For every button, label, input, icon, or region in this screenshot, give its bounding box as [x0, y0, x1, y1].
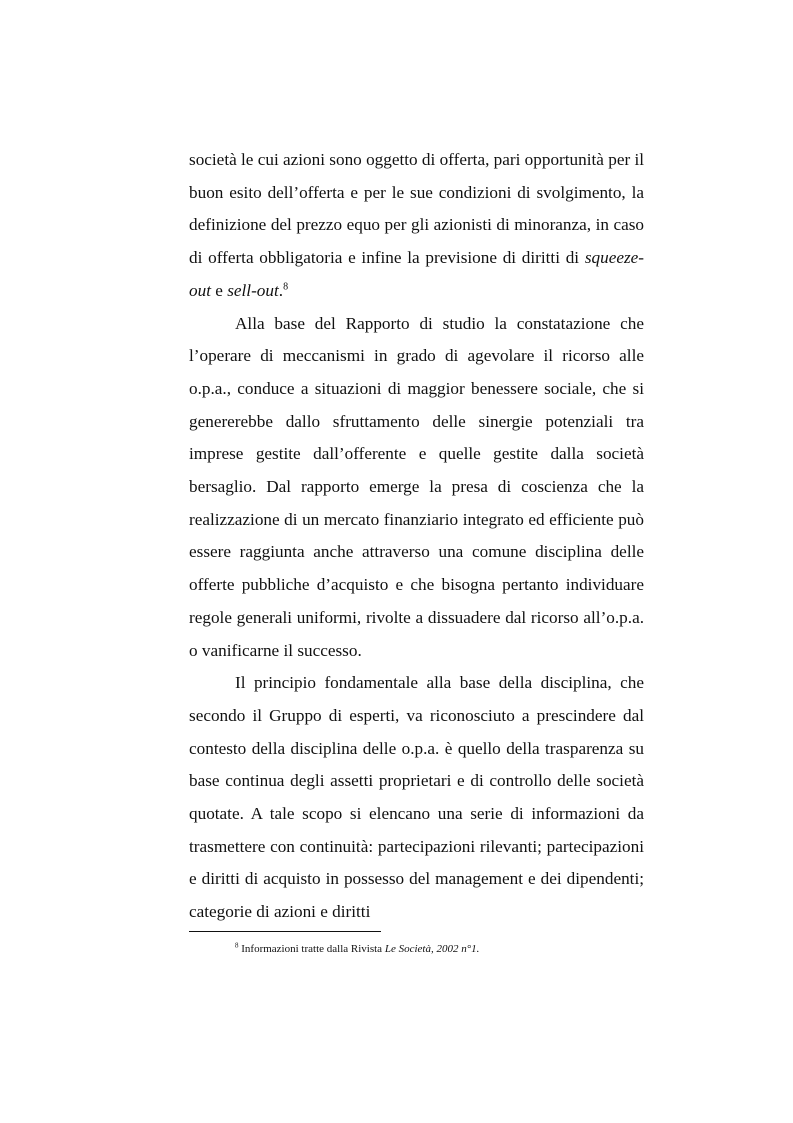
- term-squeeze-out: squeeze-out: [189, 248, 644, 300]
- footnote-separator: [189, 931, 381, 932]
- paragraph-1-text: società le cui azioni sono oggetto di offerta, pari opportunità per il buon esito dell’offerta e per le sue condizioni di svolgimento, la definizione del prezzo equo per gli azionisti di minoranza, in caso di offerta obbligatoria e infine la previsione di diritti di: [189, 150, 645, 268]
- paragraph-1-connector: e: [210, 280, 228, 300]
- footnote-number: 8: [235, 941, 239, 950]
- paragraph-3: Il principio fondamentale alla base della disciplina, che secondo il Gruppo di esperti, va riconosciuto a prescindere dal contesto della disciplina delle o.p.a. è quello della trasparenza su base continua degli assetti proprietari e di controllo delle società quotate. A tale scopo si elencano una serie di informazioni da trasmettere con continuità: partecipazioni rilevanti; partecipazioni e diritti di acquisto in possesso del management e dei dipendenti; categorie di azioni e diritti: [189, 673, 644, 922]
- paragraph-1-end: .: [278, 280, 284, 300]
- footnote: [235, 941, 479, 957]
- footnote-reference: 8: [283, 281, 289, 293]
- footnote-source: Le Società, 2002 n°1.: [384, 943, 480, 955]
- term-sell-out: sell-out: [227, 280, 279, 300]
- paragraph-1: [189, 144, 644, 308]
- page-body: [189, 144, 644, 929]
- footnote-text: Informazioni tratte dalla Rivista: [238, 943, 385, 955]
- paragraph-2: Alla base del Rapporto di studio la constatazione che l’operare di meccanismi in grado di agevolare il ricorso alle o.p.a., conduce a situazioni di maggior benessere sociale, che si genererebbe dallo sfruttamento delle sinergie potenziali tra imprese gestite dall’offerente e quelle gestite dalla società bersaglio. Dal rapporto emerge la presa di coscienza che la realizzazione di un mercato finanziario integrato ed efficiente può essere raggiunta anche attraverso una comune disciplina delle offerte pubbliche d’acquisto e che bisogna pertanto individuare regole generali uniformi, rivolte a dissuadere dal ricorso all’o.p.a. o vanificarne il successo.: [189, 313, 644, 660]
